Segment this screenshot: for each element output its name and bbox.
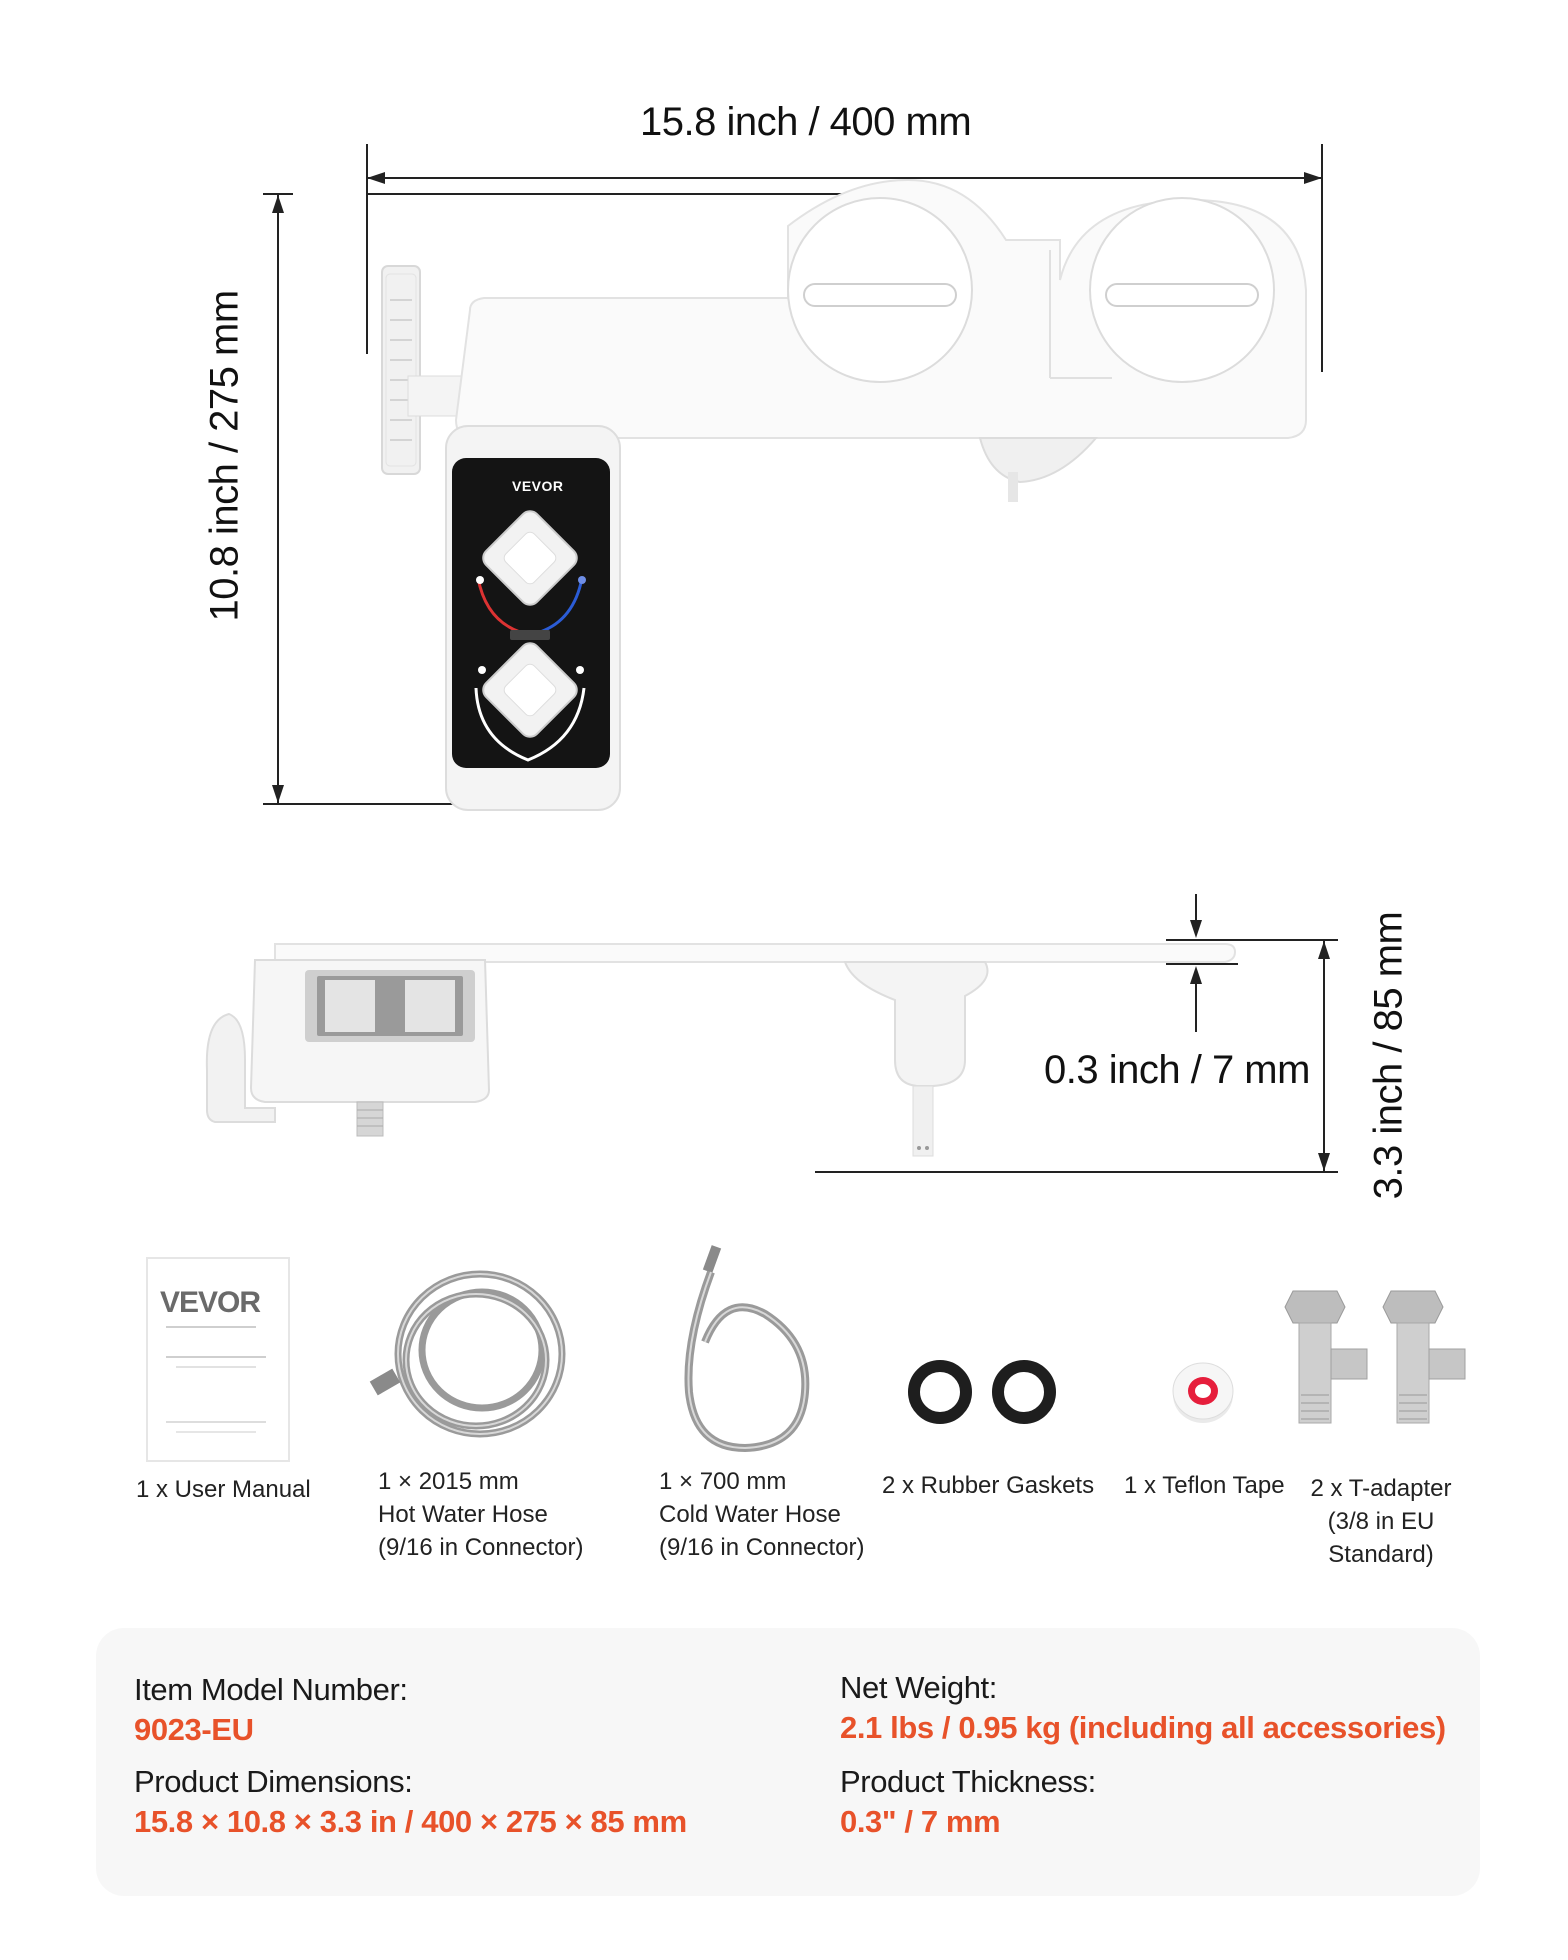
accessory-label-t-adapter: 2 x T-adapter (3/8 in EU Standard)	[1310, 1475, 1452, 1568]
user-manual-brand: VEVOR	[160, 1286, 261, 1319]
t-adapters-image	[1285, 1285, 1475, 1445]
width-dimension-label: 15.8 inch / 400 mm	[640, 100, 972, 144]
width-dimension-line	[367, 177, 1322, 179]
depth-dimension-label: 3.3 inch / 85 mm	[1366, 911, 1411, 1200]
thickness-dimension-label: 0.3 inch / 7 mm	[1044, 1048, 1310, 1092]
accessory-label-manual: 1 x User Manual	[136, 1476, 311, 1503]
teflon-tape-image	[1170, 1357, 1236, 1425]
thickness-arrow-down-icon	[1188, 918, 1204, 938]
height-dimension-line	[277, 195, 279, 803]
spec-weight	[840, 1670, 1446, 1746]
spec-weight-label: Net Weight:	[840, 1670, 997, 1705]
spec-thickness-label: Product Thickness:	[840, 1764, 1096, 1799]
spec-model-value: 9023-EU	[134, 1712, 254, 1747]
bidet-top-view-image	[360, 180, 1320, 810]
spec-model	[134, 1672, 408, 1748]
height-arrow-bottom-icon	[270, 783, 286, 803]
bidet-side-view-image	[205, 940, 1245, 1170]
accessory-label-gaskets: 2 x Rubber Gaskets	[882, 1472, 1095, 1499]
rubber-gaskets-image	[910, 1362, 1060, 1422]
depth-arrow-bottom-icon	[1316, 1151, 1332, 1171]
depth-dimension-line	[1323, 941, 1325, 1171]
depth-extension-bottom	[815, 1171, 1338, 1173]
spec-weight-value: 2.1 lbs / 0.95 kg (including all accessories)	[840, 1710, 1446, 1745]
accessory-label-hot-hose: 1 × 2015 mm Hot Water Hose (9/16 in Connector)	[378, 1468, 584, 1561]
accessory-label-cold-hose: 1 × 700 mm Cold Water Hose (9/16 in Connector)	[659, 1468, 865, 1561]
depth-arrow-top-icon	[1316, 941, 1332, 961]
spec-thickness	[840, 1764, 1096, 1840]
spec-model-label: Item Model Number:	[134, 1672, 408, 1707]
height-dimension-label: 10.8 inch / 275 mm	[202, 290, 247, 622]
spec-dimensions	[134, 1764, 687, 1840]
spec-thickness-value: 0.3" / 7 mm	[840, 1804, 1001, 1839]
spec-panel	[96, 1628, 1480, 1896]
control-panel-brand: VEVOR	[512, 478, 564, 494]
spec-dimensions-label: Product Dimensions:	[134, 1764, 413, 1799]
hot-water-hose-image	[370, 1262, 580, 1452]
accessory-label-teflon: 1 x Teflon Tape	[1124, 1472, 1285, 1499]
height-arrow-top-icon	[270, 195, 286, 215]
cold-water-hose-image	[665, 1242, 815, 1458]
spec-dimensions-value: 15.8 × 10.8 × 3.3 in / 400 × 275 × 85 mm	[134, 1804, 687, 1839]
